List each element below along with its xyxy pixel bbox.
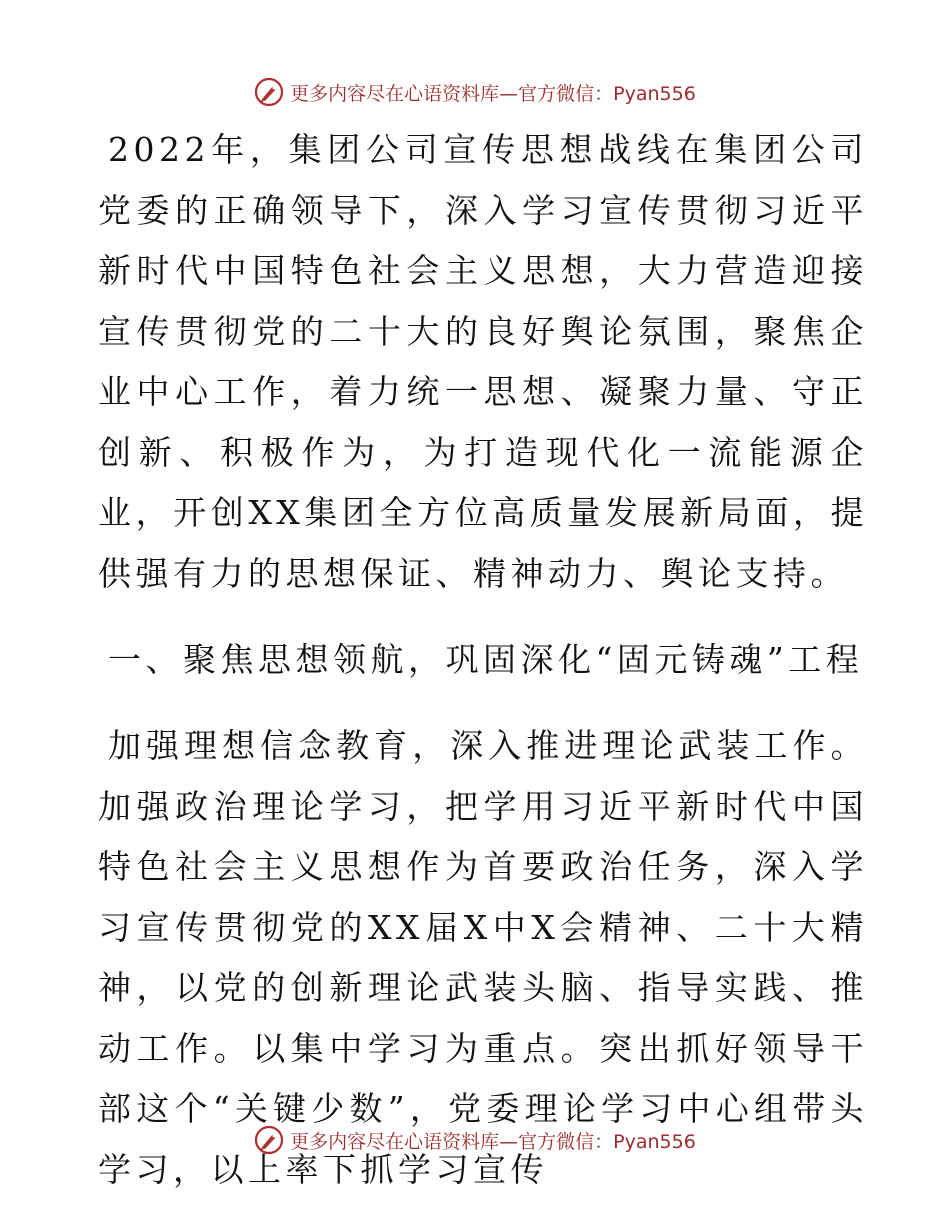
watermark-text: 更多内容尽在心语资料库—官方微信：Pyan556: [290, 1130, 696, 1153]
spacer: [98, 698, 868, 716]
watermark-banner-top: [0, 72, 950, 112]
watermark-text: 更多内容尽在心语资料库—官方微信：Pyan556: [290, 82, 696, 105]
document-body: [98, 120, 868, 1200]
section-heading: 一、聚焦思想领航，巩固深化“固元铸魂”工程: [108, 640, 864, 679]
watermark-banner-bottom: [0, 1120, 950, 1160]
paragraph-section-1: 加强理想信念教育，深入推进理论武装工作。加强政治理论学习，把学用习近平新时代中国特色社会主义思想作为首要政治任务，深入学习宣传贯彻党的XX届X中X会精神、二十大精神，以党的创新理论武装头脑、指导实践、推动工作。以集中学习为重点。突出抓好领导干部这个“关键少数”，党委理论学习中心组带头学习，以上率下抓学习宣传: [98, 726, 868, 1189]
spacer: [98, 604, 868, 622]
pen-logo-icon: [254, 1125, 284, 1155]
paragraph-intro: 2022年，集团公司宣传思想战线在集团公司党委的正确领导下，深入学习宣传贯彻习近平新时代中国特色社会主义思想，大力营造迎接宣传贯彻党的二十大的良好舆论氛围，聚焦企业中心工作，着力统一思想、凝聚力量、守正创新、积极作为，为打造现代化一流能源企业，开创XX集团全方位高质量发展新局面，提供强有力的思想保证、精神动力、舆论支持。: [98, 130, 868, 593]
pen-logo-icon: [254, 77, 284, 107]
